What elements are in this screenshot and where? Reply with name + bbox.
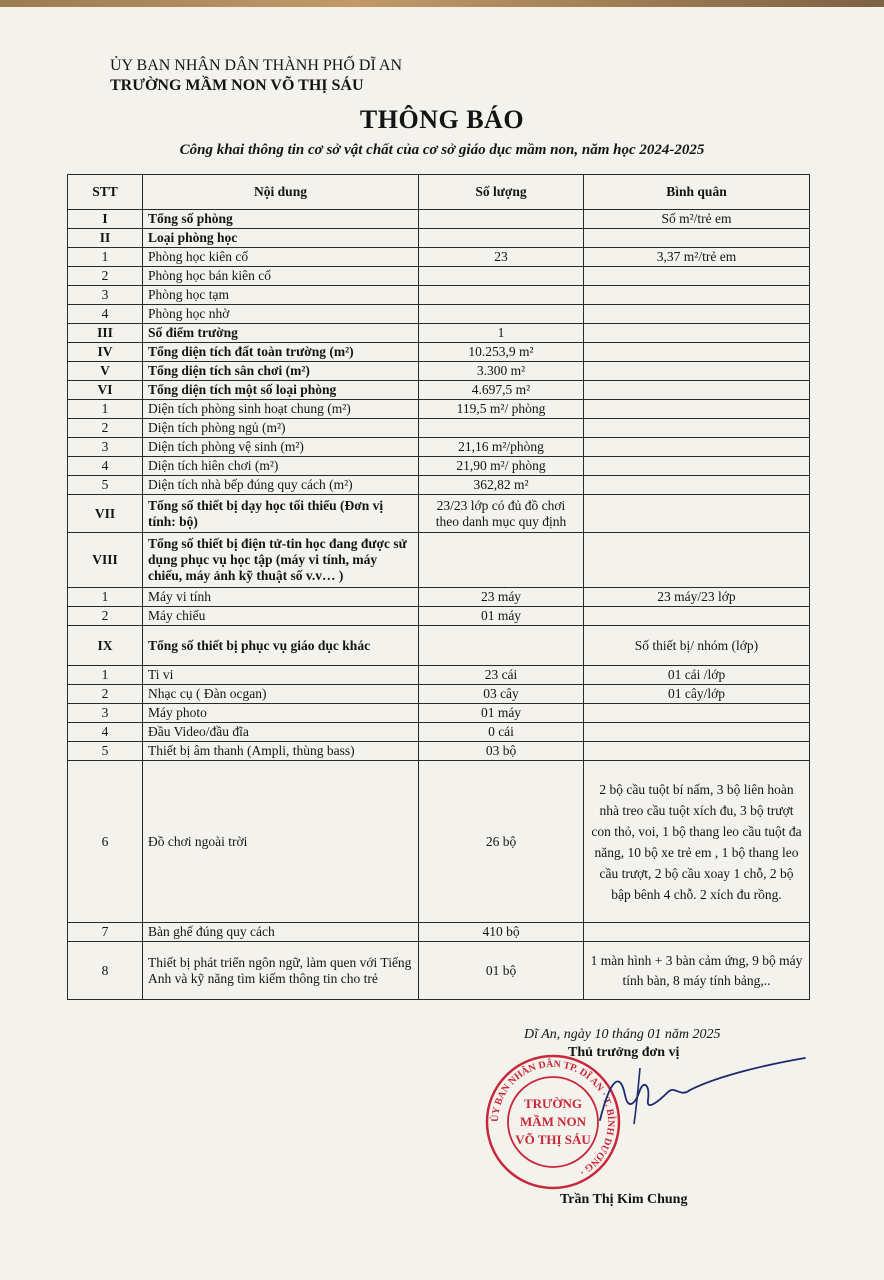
- table-row: [68, 607, 810, 626]
- table-row: [68, 457, 810, 476]
- table-row: [68, 923, 810, 942]
- row-quantity: 23/23 lớp có đủ đồ chơi theo danh mục quy định: [419, 495, 584, 533]
- table-row: [68, 362, 810, 381]
- row-content: Ti vi: [143, 666, 419, 685]
- row-stt: 2: [68, 419, 143, 438]
- row-stt: VIII: [68, 533, 143, 588]
- table-row: [68, 723, 810, 742]
- row-quantity: 01 bộ: [419, 942, 584, 1000]
- row-average: [584, 229, 810, 248]
- table-row: [68, 761, 810, 923]
- row-quantity: [419, 533, 584, 588]
- document-title: THÔNG BÁO: [359, 105, 525, 134]
- table-row: [68, 419, 810, 438]
- row-average: 01 cái /lớp: [584, 666, 810, 685]
- row-quantity: [419, 210, 584, 229]
- row-content: Loại phòng học: [143, 229, 419, 248]
- table-row: [68, 495, 810, 533]
- row-quantity: 23 cái: [419, 666, 584, 685]
- row-average: Số thiết bị/ nhóm (lớp): [584, 626, 810, 666]
- table-row: [68, 229, 810, 248]
- row-average: [584, 305, 810, 324]
- row-stt: 3: [68, 438, 143, 457]
- row-average: 01 cây/lớp: [584, 685, 810, 704]
- row-quantity: 362,82 m²: [419, 476, 584, 495]
- table-row: [68, 742, 810, 761]
- header-stt: STT: [68, 175, 143, 210]
- row-average: 2 bộ cầu tuột bí nấm, 3 bộ liên hoàn nhà treo cầu tuột xích đu, 3 bộ trượt con thỏ, voi, 1 bộ thang leo cầu tuột đa năng, 10 bộ xe trẻ em , 1 bộ thang leo cầu trượt, 2 bộ cầu xoay 1 chỗ, 2 bộ bập bênh 4 chỗ. 2 xích đu rồng.: [584, 761, 810, 923]
- row-content: Tổng diện tích sân chơi (m²): [143, 362, 419, 381]
- row-content: Phòng học tạm: [143, 286, 419, 305]
- facilities-table: [67, 174, 810, 1000]
- row-average: [584, 286, 810, 305]
- row-content: Đầu Video/đầu đĩa: [143, 723, 419, 742]
- svg-text:TRƯỜNG: TRƯỜNG: [523, 1096, 583, 1111]
- row-content: Phòng học nhờ: [143, 305, 419, 324]
- row-stt: 3: [68, 286, 143, 305]
- handwritten-signature: [540, 1050, 810, 1130]
- table-row: [68, 666, 810, 685]
- org-line-2: TRƯỜNG MẦM NON VÕ THỊ SÁU: [110, 77, 364, 94]
- row-content: Diện tích phòng ngủ (m²): [143, 419, 419, 438]
- row-stt: 7: [68, 923, 143, 942]
- row-content: Diện tích phòng vệ sinh (m²): [143, 438, 419, 457]
- row-stt: 4: [68, 305, 143, 324]
- row-content: Đồ chơi ngoài trời: [143, 761, 419, 923]
- row-quantity: 119,5 m²/ phòng: [419, 400, 584, 419]
- row-content: Tổng số thiết bị phục vụ giáo dục khác: [143, 626, 419, 666]
- svg-text:ỦY BAN NHÂN DÂN TP. DĨ AN · T.: ỦY BAN NHÂN DÂN TP. DĨ AN · T. BÌNH DƯƠNG ·: [489, 1058, 617, 1178]
- row-content: Diện tích nhà bếp đúng quy cách (m²): [143, 476, 419, 495]
- table-row: [68, 343, 810, 362]
- row-stt: 1: [68, 400, 143, 419]
- row-content: Máy vi tính: [143, 588, 419, 607]
- row-stt: IX: [68, 626, 143, 666]
- row-stt: 4: [68, 457, 143, 476]
- row-stt: 1: [68, 588, 143, 607]
- row-quantity: 01 máy: [419, 704, 584, 723]
- row-content: Diện tích hiên chơi (m²): [143, 457, 419, 476]
- organization-header: [110, 56, 402, 96]
- table-row: [68, 248, 810, 267]
- row-average: [584, 533, 810, 588]
- row-quantity: [419, 267, 584, 286]
- row-quantity: 21,16 m²/phòng: [419, 438, 584, 457]
- row-quantity: 3.300 m²: [419, 362, 584, 381]
- row-average: 1 màn hình + 3 bàn cảm ứng, 9 bộ máy tính bàn, 8 máy tính bảng,..: [584, 942, 810, 1000]
- row-stt: 2: [68, 685, 143, 704]
- top-edge: [0, 0, 884, 7]
- row-quantity: [419, 626, 584, 666]
- header-average: Bình quân: [584, 175, 810, 210]
- row-stt: 5: [68, 476, 143, 495]
- row-content: Diện tích phòng sinh hoạt chung (m²): [143, 400, 419, 419]
- row-quantity: [419, 305, 584, 324]
- row-quantity: 23 máy: [419, 588, 584, 607]
- row-content: Tổng số thiết bị điện tử-tin học đang được sử dụng phục vụ học tập (máy vi tính, máy chiếu, máy ảnh kỹ thuật số v.v… ): [143, 533, 419, 588]
- row-content: Máy chiếu: [143, 607, 419, 626]
- table-row: [68, 685, 810, 704]
- table-row: [68, 942, 810, 1000]
- signer-name: Trần Thị Kim Chung: [560, 1192, 688, 1207]
- row-average: [584, 362, 810, 381]
- row-content: Tổng diện tích một số loại phòng: [143, 381, 419, 400]
- row-quantity: 1: [419, 324, 584, 343]
- table-row: [68, 588, 810, 607]
- row-average: [584, 400, 810, 419]
- table-row: [68, 210, 810, 229]
- row-stt: 1: [68, 666, 143, 685]
- row-content: Tổng số phòng: [143, 210, 419, 229]
- row-stt: 8: [68, 942, 143, 1000]
- row-stt: 5: [68, 742, 143, 761]
- row-content: Thiết bị phát triển ngôn ngữ, làm quen với Tiếng Anh và kỹ năng tìm kiếm thông tin cho trẻ: [143, 942, 419, 1000]
- row-content: Tổng số thiết bị dạy học tối thiểu (Đơn vị tính: bộ): [143, 495, 419, 533]
- header-quantity: Số lượng: [419, 175, 584, 210]
- row-stt: 1: [68, 248, 143, 267]
- row-average: [584, 324, 810, 343]
- row-content: Nhạc cụ ( Đàn ocgan): [143, 685, 419, 704]
- row-content: Máy photo: [143, 704, 419, 723]
- table-row: [68, 533, 810, 588]
- row-average: [584, 723, 810, 742]
- row-quantity: 10.253,9 m²: [419, 343, 584, 362]
- row-average: [584, 343, 810, 362]
- row-average: 3,37 m²/trẻ em: [584, 248, 810, 267]
- row-stt: 2: [68, 267, 143, 286]
- table-row: [68, 324, 810, 343]
- row-average: [584, 381, 810, 400]
- document-subtitle: Công khai thông tin cơ sở vật chất của cơ sở giáo dục mầm non, năm học 2024-2025: [179, 142, 705, 158]
- row-stt: 4: [68, 723, 143, 742]
- table-row: [68, 286, 810, 305]
- row-quantity: 4.697,5 m²: [419, 381, 584, 400]
- row-stt: 3: [68, 704, 143, 723]
- row-stt: IV: [68, 343, 143, 362]
- row-average: [584, 607, 810, 626]
- signing-date: Dĩ An, ngày 10 tháng 01 năm 2025: [524, 1027, 721, 1042]
- table-row: [68, 400, 810, 419]
- row-stt: I: [68, 210, 143, 229]
- row-stt: VII: [68, 495, 143, 533]
- signer-role: Thủ trưởng đơn vị: [568, 1045, 680, 1060]
- row-quantity: 410 bộ: [419, 923, 584, 942]
- row-quantity: 03 cây: [419, 685, 584, 704]
- row-content: Phòng học kiên cố: [143, 248, 419, 267]
- table-row: [68, 267, 810, 286]
- row-stt: V: [68, 362, 143, 381]
- row-average: [584, 419, 810, 438]
- row-average: Số m²/trẻ em: [584, 210, 810, 229]
- row-quantity: 21,90 m²/ phòng: [419, 457, 584, 476]
- table-row: [68, 704, 810, 723]
- row-stt: 2: [68, 607, 143, 626]
- row-content: Thiết bị âm thanh (Ampli, thùng bass): [143, 742, 419, 761]
- row-quantity: 0 cái: [419, 723, 584, 742]
- row-average: [584, 742, 810, 761]
- row-quantity: 26 bộ: [419, 761, 584, 923]
- row-stt: III: [68, 324, 143, 343]
- table-row: [68, 381, 810, 400]
- row-average: 23 máy/23 lớp: [584, 588, 810, 607]
- row-average: [584, 495, 810, 533]
- row-quantity: [419, 229, 584, 248]
- row-quantity: [419, 286, 584, 305]
- row-average: [584, 923, 810, 942]
- table-row: [68, 476, 810, 495]
- row-stt: 6: [68, 761, 143, 923]
- row-average: [584, 457, 810, 476]
- table-row: [68, 626, 810, 666]
- table-header-row: [68, 175, 810, 210]
- row-quantity: 03 bộ: [419, 742, 584, 761]
- row-content: Tổng diện tích đất toàn trường (m²): [143, 343, 419, 362]
- row-stt: VI: [68, 381, 143, 400]
- row-quantity: [419, 419, 584, 438]
- svg-text:MẦM NON: MẦM NON: [519, 1114, 587, 1129]
- table-row: [68, 305, 810, 324]
- row-content: Phòng học bán kiên cố: [143, 267, 419, 286]
- row-stt: II: [68, 229, 143, 248]
- row-content: Số điểm trường: [143, 324, 419, 343]
- org-line-1: ỦY BAN NHÂN DÂN THÀNH PHỐ DĨ AN: [110, 57, 402, 74]
- row-average: [584, 704, 810, 723]
- row-quantity: 23: [419, 248, 584, 267]
- row-average: [584, 267, 810, 286]
- row-average: [584, 438, 810, 457]
- row-content: Bàn ghế đúng quy cách: [143, 923, 419, 942]
- row-quantity: 01 máy: [419, 607, 584, 626]
- header-content: Nội dung: [143, 175, 419, 210]
- svg-text:VÕ THỊ SÁU: VÕ THỊ SÁU: [515, 1132, 591, 1147]
- table-row: [68, 438, 810, 457]
- row-average: [584, 476, 810, 495]
